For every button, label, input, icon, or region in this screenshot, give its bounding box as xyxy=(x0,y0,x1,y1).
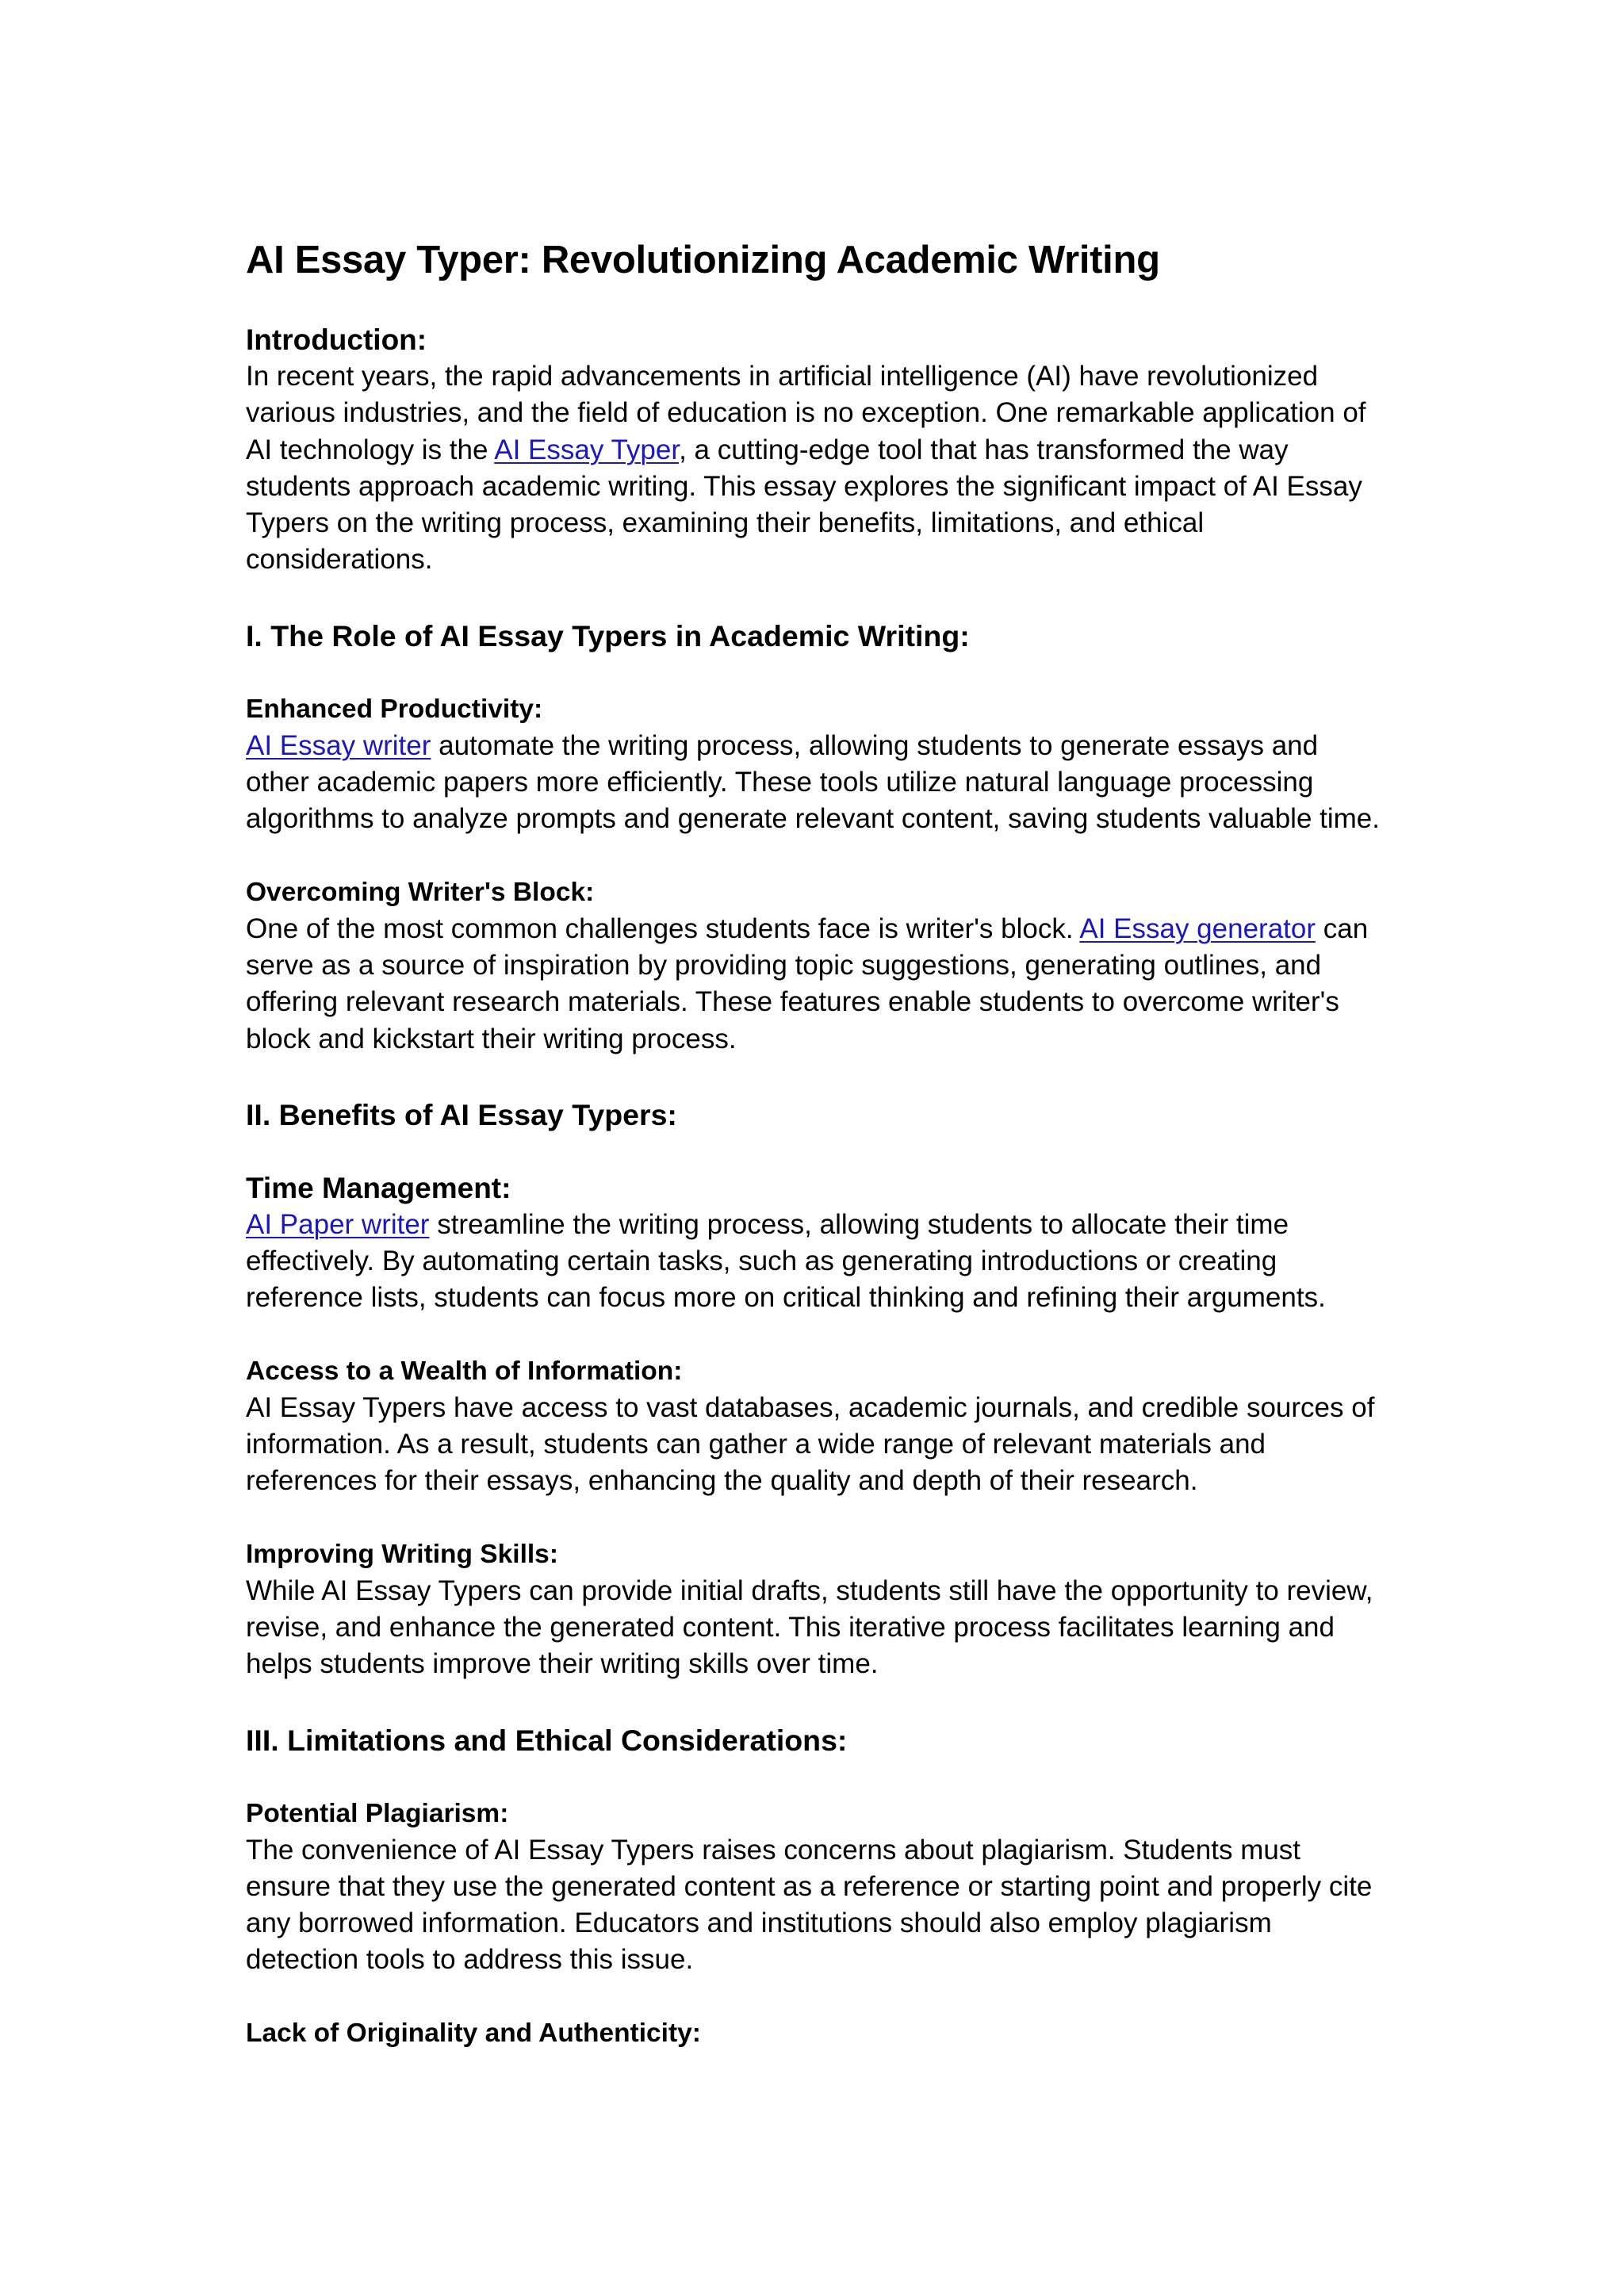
intro-paragraph xyxy=(246,358,1388,579)
productivity-paragraph xyxy=(246,728,1388,838)
intro-heading: Introduction: xyxy=(246,323,427,356)
productivity-block xyxy=(246,691,1388,838)
ai-essay-generator-link[interactable]: AI Essay generator xyxy=(1079,913,1316,944)
productivity-heading: Enhanced Productivity: xyxy=(246,694,543,724)
plagiarism-paragraph: The convenience of AI Essay Typers raises concerns about plagiarism. Students must ensure that they use the generated content as a reference or starting point and properly cite any borrowed information. Educators and institutions should also employ plagiarism detection tools to address this issue. xyxy=(246,1834,1373,1976)
intro-text-after-link: , a cutting-edge tool that has transformed the way students approach academic writing. This essay explores the significant impact of AI Essay Typers on the writing process, examining their benefits, limitations, and ethical considerations. xyxy=(246,434,1362,576)
originality-block xyxy=(246,2015,1388,2052)
intro-block xyxy=(246,322,1388,579)
writers-block-heading: Overcoming Writer's Block: xyxy=(246,877,595,907)
originality-heading: Lack of Originality and Authenticity: xyxy=(246,2018,701,2048)
section-1-title: I. The Role of AI Essay Typers in Academic Writing: xyxy=(246,618,970,652)
time-management-block xyxy=(246,1170,1388,1317)
section-2-title: II. Benefits of AI Essay Typers: xyxy=(246,1097,677,1131)
information-heading: Access to a Wealth of Information: xyxy=(246,1356,683,1386)
writers-block-text-before-link: One of the most common challenges students face is writer's block. xyxy=(246,913,1080,944)
document-page xyxy=(246,235,1388,2052)
skills-paragraph: While AI Essay Typers can provide initial drafts, students still have the opportunity to review, revise, and enhance the generated content. This iterative process facilitates learning and helps students improve their writing skills over time. xyxy=(246,1575,1373,1680)
time-management-text: streamline the writing process, allowing students to allocate their time effectively. By automating certain tasks, such as generating introductions or creating reference lists, students can focus more on critical thinking and refining their arguments. xyxy=(246,1208,1326,1314)
section-3-title: III. Limitations and Ethical Considerations: xyxy=(246,1723,848,1757)
time-management-paragraph xyxy=(246,1207,1388,1317)
intro-text-before-link: In recent years, the rapid advancements in artificial intelligence (AI) have revolutionized various industries, and the field of education is no exception. One remarkable application of AI technology is the xyxy=(246,361,1366,465)
skills-heading: Improving Writing Skills: xyxy=(246,1539,558,1569)
page-title: AI Essay Typer: Revolutionizing Academic Writing xyxy=(246,239,1160,281)
writers-block-text-after-link: can serve as a source of inspiration by providing topic suggestions, generating outlines, and offering relevant research materials. These features enable students to overcome writer's block and kickstart their writing process. xyxy=(246,913,1369,1054)
plagiarism-block xyxy=(246,1796,1388,1979)
information-block xyxy=(246,1353,1388,1500)
plagiarism-heading: Potential Plagiarism: xyxy=(246,1798,509,1828)
writers-block-block xyxy=(246,874,1388,1058)
skills-block xyxy=(246,1536,1388,1683)
writers-block-paragraph xyxy=(246,911,1388,1058)
time-management-heading: Time Management: xyxy=(246,1171,511,1204)
ai-paper-writer-link[interactable]: AI Paper writer xyxy=(246,1208,430,1240)
productivity-text: automate the writing process, allowing students to generate essays and other academic papers more efficiently. These tools utilize natural language processing algorithms to analyze prompts and generate relevant content, saving students valuable time. xyxy=(246,729,1380,835)
ai-essay-typer-link[interactable]: AI Essay Typer xyxy=(494,434,680,465)
ai-essay-writer-link[interactable]: AI Essay writer xyxy=(246,729,431,761)
information-paragraph: AI Essay Typers have access to vast databases, academic journals, and credible sources of information. As a result, students can gather a wide range of relevant materials and references for their essays, enhancing the quality and depth of their research. xyxy=(246,1391,1375,1497)
